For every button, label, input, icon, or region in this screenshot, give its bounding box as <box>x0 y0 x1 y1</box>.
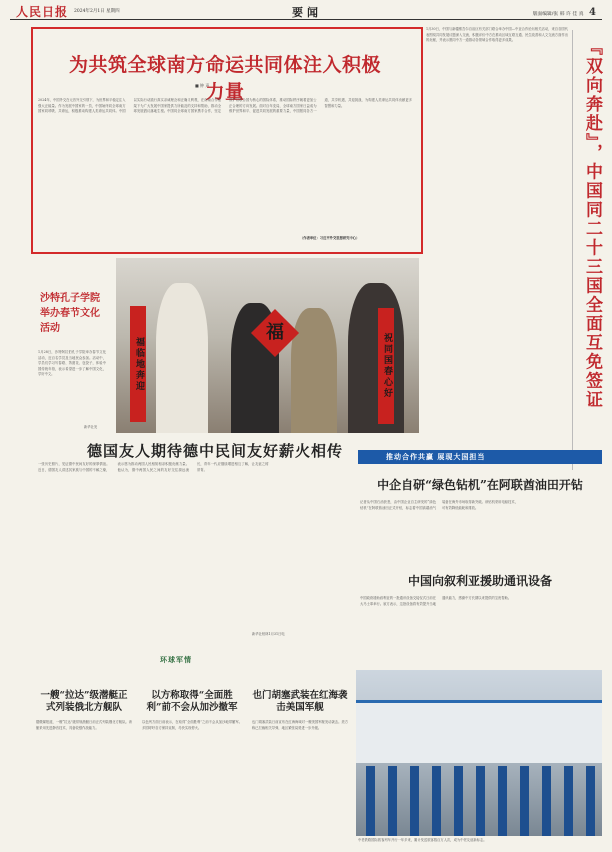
military-col2-headline[interactable]: 以方称取得“全面胜利”前不会从加沙撤军 <box>146 690 238 713</box>
cooperation-section-title: 推动合作共赢 展现大国担当 <box>386 452 486 461</box>
syria-headline[interactable]: 中国向叙利亚援助通讯设备 <box>407 574 552 588</box>
person-left <box>156 283 208 433</box>
military-col3-body: 也门胡塞武装日前宣布在红海海域对一艘美国军舰发动袭击。美方称已拦截相关导弹，地区紧张局势进一步升级。 <box>252 720 348 730</box>
page-number: 4 <box>589 7 596 18</box>
germany-body: 一张历史照片，见证德中民间友好的深厚情谊。近日，德国友人讲述其家族与中国的不解之缘，表示愿为推动两国人民相知相亲积极贡献力量。他认为，德中两国人民之间的友好交往源远流长，青年一代应继续增进相互了解，让友谊之树常青。 <box>38 462 269 472</box>
issue-date: 2024年2月1日 星期四 <box>74 9 120 14</box>
couplet-left: 福临地奔迎 <box>130 306 146 422</box>
newspaper-logo: 人民日报 <box>16 5 69 19</box>
section-title: 要闻 <box>292 6 322 19</box>
cooperation-section-bar <box>358 450 602 464</box>
column-divider <box>572 30 573 470</box>
train-caption: 中老铁路国际旅客列车开行一年多来，累计发送旅客数百万人次，成为中老友谊新标志。 <box>358 838 487 842</box>
military-section-title: 环球军情 <box>160 655 192 664</box>
military-col1-headline[interactable]: 一艘“拉达”级潜艇正式列装俄北方舰队 <box>40 690 128 713</box>
train-photo <box>356 670 602 836</box>
military-col2-body: 以色列方面日前表示，在取得“全面胜利”之前不会从加沙地带撤军。多国呼吁各方保持克制，尽快实现停火。 <box>142 720 242 730</box>
editor-names: 版面编辑/张 韩 许 佳 真 <box>532 12 584 17</box>
lead-source: （作者单位：习近平外交思想研究中心） <box>300 236 360 240</box>
fu-diamond <box>251 309 299 357</box>
spring-festival-photo <box>116 258 419 433</box>
right-column-text: 1月30日，中国与新疆维吾尔自治区有关部门联合举办中国—中亚合作论坛相关活动，来自各国代表围绕共同发展议题深入交流，积极评价中方在推动区域互联互通、民生改善和人文交流方面作出的贡献，并表示愿同中方一道推动各领域合作取得更多成果。 <box>426 27 568 43</box>
germany-reporter: 新华社柏林1月31日电 <box>252 632 285 636</box>
fu-character: 福 <box>266 322 284 343</box>
masthead <box>10 3 602 20</box>
confucius-body: 1月28日，沙特阿拉伯孔子学院举办春节文化活动，近百名学员及当地民众参加。活动中，学员们学习写春联、剪窗花、包饺子，体验中国传统年俗，表示希望进一步了解中国文化，学好中文。 <box>38 350 106 377</box>
right-column-body <box>426 27 568 437</box>
military-col3-headline[interactable]: 也门胡塞武装在红海袭击美国军舰 <box>252 690 348 713</box>
crew-row <box>366 766 596 836</box>
confucius-headline[interactable]: 沙特孔子学院举办春节文化活动 <box>40 293 100 334</box>
germany-headline[interactable]: 德国友人期待德中民间友好薪火相传 <box>86 442 343 460</box>
lead-byline: ■ 钟 声 <box>195 83 210 88</box>
train-body <box>356 700 602 763</box>
military-col1-body: 据俄媒报道，一艘“拉达”级常规潜艇日前正式列装俄北方舰队。该艇采用先进静音技术，具备较强作战能力。 <box>36 720 132 730</box>
syria-body: 中国政府援助叙利亚的一批通讯设备交接仪式日前在大马士革举行。叙方表示，这批设备将有效提升当地通讯能力，感谢中方长期以来提供的宝贵帮助。 <box>360 596 512 606</box>
visa-exemption-headline[interactable]: 『双向奔赴』，中国同二十三国全面互免签证 <box>582 38 602 410</box>
drill-headline[interactable]: 中企自研“绿色钻机”在阿联酋油田开钻 <box>377 478 583 492</box>
drill-body: 记者从中国石油获悉，由中国企业自主研发的“绿色钻机”在阿联酋油田正式开钻，标志着中国高端油气装备在海外市场取得新突破。该钻机采用电驱技术，可有效降低能耗和排放。 <box>360 500 518 510</box>
lead-body: 2024年，中国外交在元首外交引领下，为世界和平稳定注入强大正能量。作为发展中国家的一员，中国始终同全球南方国家同呼吸、共命运，积极推动构建人类命运共同体。中国以实际行动践行真实亲诚理念和正确义利观，在南南合作框架下为广大发展中国家提供力所能及的支持和帮助，推动全球发展倡议落地生根。中国同全球南方国家携手合作，坚定维护以联合国为核心的国际体系，推动国际秩序朝着更加公正合理的方向发展。面对百年变局，全球南方国家日益成为维护世界和平、促进共同发展的重要力量，中国愿同各方一道，共享机遇，共迎挑战，为构建人类命运共同体贡献更多智慧和力量。 <box>38 98 412 114</box>
couplet-right: 祝同国春心好 <box>378 308 394 424</box>
person-center-right <box>291 308 337 433</box>
editor-info <box>533 7 596 18</box>
lead-headline[interactable]: 为共筑全球南方命运共同体注入积极力量 <box>68 54 381 103</box>
military-section-label <box>120 654 230 666</box>
confucius-reporter: 新华社发 <box>84 425 98 429</box>
person-right <box>348 283 404 433</box>
